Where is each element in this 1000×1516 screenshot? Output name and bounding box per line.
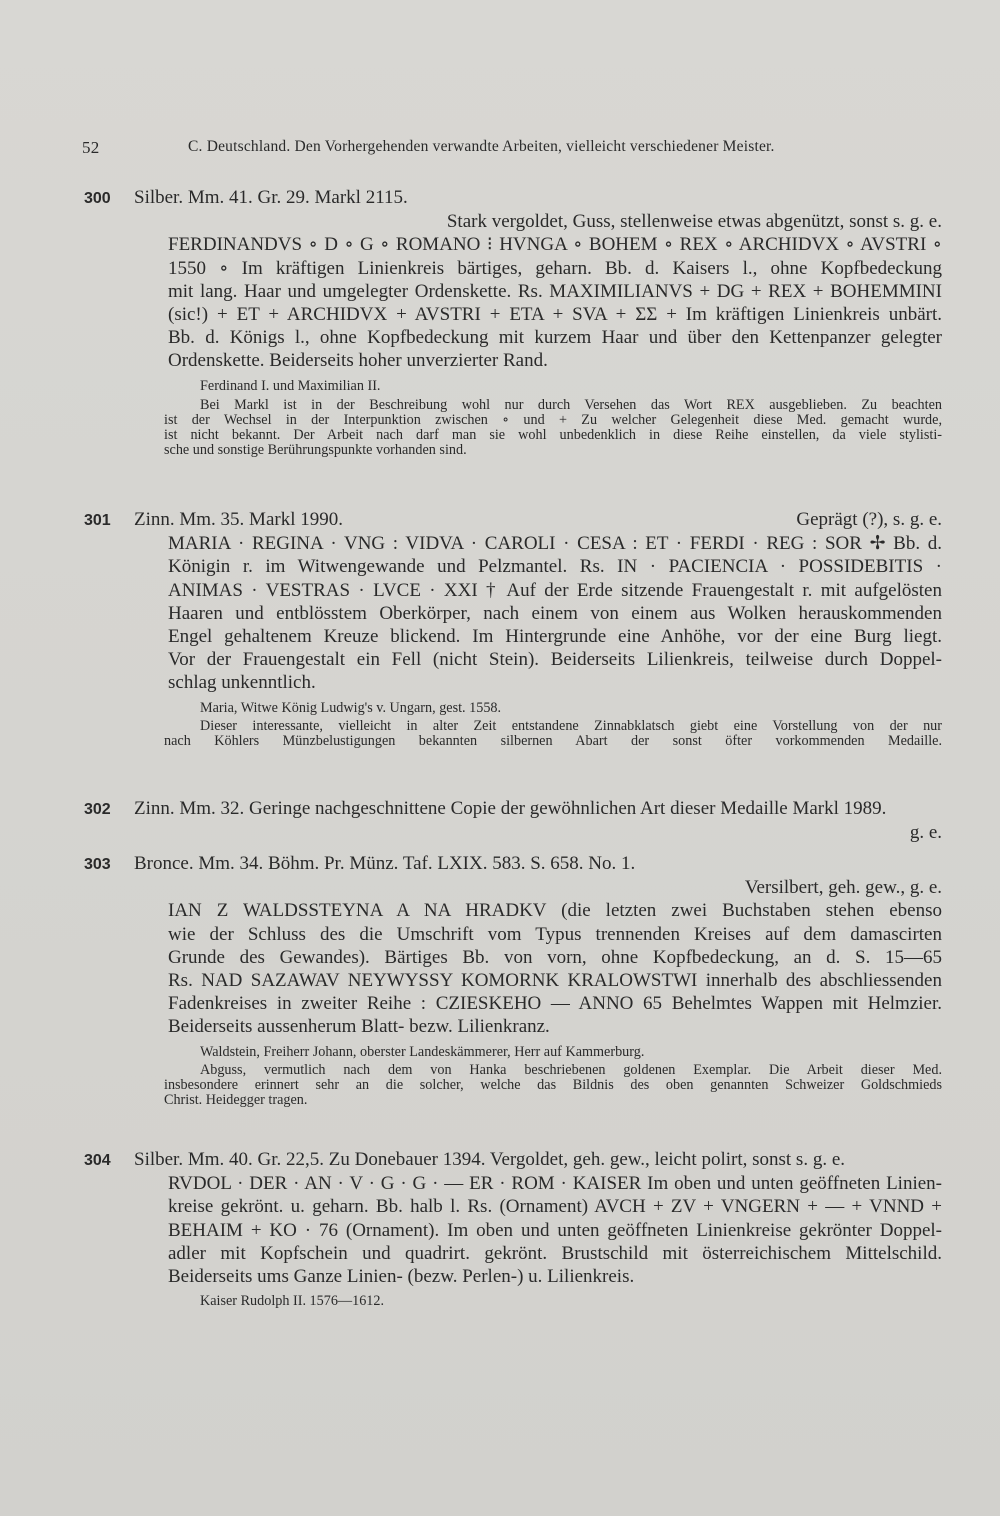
running-title: C. Deutschland. Den Vorhergehenden verwandte Arbeiten, vielleicht verschiedener Meister. <box>188 138 775 155</box>
entry-condition: g. e. <box>909 822 942 844</box>
entry-number: 302 <box>84 801 111 818</box>
entry-description-line: Königin r. im Witwengewande und Pelzmantel. Rs. IN · PACIENCIA · POSSIDEBITIS · <box>168 556 942 578</box>
entry-description-line: Fadenkreises in zweiter Reihe : CZIESKEHO — ANNO 65 Behelmtes Wappen mit Helmzier. <box>168 993 942 1015</box>
entry-description-line: wie der Schluss des die Umschrift vom Typus trennenden Kreises auf dem damascirten <box>168 923 942 945</box>
entry-note: ist nicht bekannt. Der Arbeit nach darf man sie wohl unbedenklich in diese Reihe einstellen, da viele stylisti- <box>164 428 942 444</box>
entry-description-line: BEHAIM + KO · 76 (Ornament). Im oben und unten geöffneten Linienkreise gekrönter Doppel- <box>168 1219 942 1241</box>
entry-note: Bei Markl ist in der Beschreibung wohl nur durch Versehen das Wort REX ausgeblieben. Zu beachten <box>200 397 942 413</box>
page-number: 52 <box>82 138 100 157</box>
entry-description-line: Beiderseits aussenherum Blatt- bezw. Lilienkranz. <box>168 1016 550 1038</box>
entry-number: 300 <box>84 190 111 207</box>
entry-description-line: MARIA · REGINA · VNG : VIDVA · CAROLI · CESA : ET · FERDI · REG : SOR ✢ Bb. d. <box>168 533 942 555</box>
entry-note: Christ. Heidegger tragen. <box>164 1093 308 1109</box>
entry-note: nach Köhlers Münzbelustigungen bekannten silbernen Abart der sonst öfter vorkommenden Medaille. <box>164 734 942 750</box>
entry-note: Abguss, vermutlich nach dem von Hanka beschriebenen goldenen Exemplar. Die Arbeit dieser Med. <box>200 1062 942 1078</box>
entry-description-line: Haaren und entblösstem Oberkörper, nach einem von einem aus Wolken herauskommenden <box>168 602 942 624</box>
entry-description-line: Ordenskette. Beiderseits hoher unverzierter Rand. <box>168 350 548 372</box>
entry-number: 304 <box>84 1152 111 1169</box>
entry-first-line: Zinn. Mm. 35. Markl 1990. <box>134 509 343 530</box>
entry-description-line: Rs. NAD SAZAWAV NEYWYSSY KOMORNK KRALOWSTWI innerhalb des abschliessenden <box>168 970 942 992</box>
catalog-entry-301 <box>84 508 942 749</box>
entry-description-line: FERDINANDVS ∘ D ∘ G ∘ ROMANO ⁝ HVNGA ∘ BOHEM ∘ REX ∘ ARCHIDVX ∘ AVSTRI ∘ <box>168 234 942 256</box>
catalog-entry-302 <box>84 797 942 844</box>
entry-number: 301 <box>84 512 111 529</box>
entry-description-line: Beiderseits ums Ganze Linien- (bezw. Perlen-) u. Lilienkreis. <box>168 1266 635 1288</box>
entry-first-line: Silber. Mm. 40. Gr. 22,5. Zu Donebauer 1394. Vergoldet, geh. gew., leicht polirt, sonst s. g. e. <box>134 1149 846 1170</box>
entry-number: 303 <box>84 856 111 873</box>
entry-description-line: IAN Z WALDSSTEYNA A NA HRADKV (die letzten zwei Buchstaben stehen ebenso <box>168 900 942 922</box>
entry-note: Ferdinand I. und Maximilian II. <box>200 378 381 394</box>
entry-first-line: Bronce. Mm. 34. Böhm. Pr. Münz. Taf. LXIX. 583. S. 658. No. 1. <box>134 853 636 874</box>
entry-note: Waldstein, Freiherr Johann, oberster Landeskämmerer, Herr auf Kammerburg. <box>200 1044 645 1060</box>
entry-description-line: Grunde des Gewandes). Bärtiges Bb. von vorn, ohne Kopfbedeckung, an d. S. 15—65 <box>168 946 942 968</box>
entry-condition: Versilbert, geh. gew., g. e. <box>744 877 942 899</box>
entry-first-line: Zinn. Mm. 32. Geringe nachgeschnittene Copie der gewöhnlichen Art dieser Medaille Markl 1989. <box>134 798 887 819</box>
entry-description-line: Engel gehaltenem Kreuze blickend. Im Hintergrunde eine Anhöhe, vor der eine Burg liegt. <box>168 626 942 648</box>
catalog-entry-304 <box>84 1148 942 1309</box>
entry-description-line: ANIMAS · VESTRAS · LVCE · XXI † Auf der Erde sitzende Frauengestalt r. mit aufgelösten <box>168 579 942 601</box>
entry-first-line: Silber. Mm. 41. Gr. 29. Markl 2115. <box>134 187 408 208</box>
entry-note: sche und sonstige Berührungspunkte vorhanden sind. <box>164 443 467 459</box>
entry-description-line: Vor der Frauengestalt ein Fell (nicht Stein). Beiderseits Lilienkreis, teilweise durch Doppel- <box>168 649 942 671</box>
entry-description-line: kreise gekrönt. u. geharn. Bb. halb l. Rs. (Ornament) AVCH + ZV + VNGERN + — + VNND + <box>168 1196 942 1218</box>
catalog-entry-300 <box>84 186 942 459</box>
catalog-entry-303 <box>84 852 942 1108</box>
entry-note: insbesondere erinnert sehr an die solcher, welche das Bildnis des oben genannten Schweizer Goldschmieds <box>164 1078 942 1094</box>
entry-condition: Stark vergoldet, Guss, stellenweise etwas abgenützt, sonst s. g. e. <box>446 211 942 233</box>
entry-description-line: schlag unkenntlich. <box>168 672 316 694</box>
entry-description-line: Bb. d. Königs l., ohne Kopfbedeckung mit kurzem Haar und über den Kettenpanzer gelegter <box>168 327 942 349</box>
entry-description-line: adler mit Kopfschein und quadrirt. gekrönt. Brustschild mit österreichischem Mittelschild. <box>168 1242 942 1264</box>
entry-note: Dieser interessante, vielleicht in alter Zeit entstandene Zinnabklatsch giebt eine Vorstellung von der nur <box>200 718 942 734</box>
entry-note: Maria, Witwe König Ludwig's v. Ungarn, gest. 1558. <box>200 700 502 716</box>
entry-note: Kaiser Rudolph II. 1576—1612. <box>200 1294 385 1310</box>
entry-description-line: mit lang. Haar und umgelegter Ordenskette. Rs. MAXIMILIANVS + DG + REX + BOHEMMINI <box>168 280 942 302</box>
entry-description-line: (sic!) + ET + ARCHIDVX + AVSTRI + ETA + SVA + ΣΣ + Im kräftigen Linienkreis unbärt. <box>168 304 942 326</box>
entry-description-line: RVDOL · DER · AN · V · G · G · — ER · ROM · KAISER Im oben und unten geöffneten Linien- <box>168 1173 942 1195</box>
entry-description-line: 1550 ∘ Im kräftigen Linienkreis bärtiges, geharn. Bb. d. Kaisers l., ohne Kopfbedeckung <box>168 257 942 279</box>
entry-note: ist der Wechsel in der Interpunktion zwischen ∘ und + Zu welcher Gelegenheit diese Med. gemacht wurde, <box>164 413 942 429</box>
entry-condition: Geprägt (?), s. g. e. <box>796 509 942 530</box>
